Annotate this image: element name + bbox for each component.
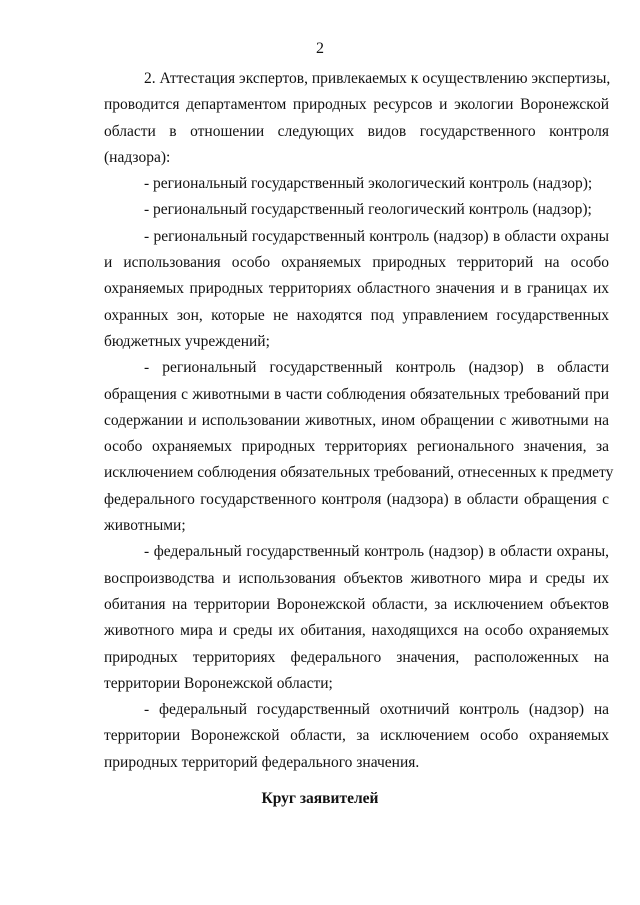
list-item-hunting-control — [104, 697, 609, 776]
text-line: охраняемых природных территориях областного значения и в границах их — [104, 280, 609, 298]
text-line: бюджетных учреждений; — [104, 332, 270, 350]
text-line: особо охраняемых природных территориях регионального значения, за — [104, 438, 609, 456]
text-line: и использования особо охраняемых природных территорий на особо — [104, 254, 609, 272]
section-heading: Круг заявителей — [261, 790, 379, 807]
list-item-protected-territories-control — [104, 224, 609, 355]
text-line: - федеральный государственный контроль (надзор) в области охраны, — [144, 543, 609, 561]
text-line: природных территорий федерального значения. — [104, 753, 420, 771]
list-item-ecological-control — [104, 171, 609, 197]
text-line: содержании и использовании животных, ином обращении с животными на — [104, 411, 609, 429]
text-line: исключением соблюдения обязательных требований, отнесенных к предмету — [104, 464, 614, 482]
text-line: федерального государственного контроля (надзора) в области обращения с — [104, 490, 609, 508]
text-line: области в отношении следующих видов государственного контроля — [104, 122, 609, 140]
list-item-geological-control — [104, 197, 609, 223]
text-line: - федеральный государственный охотничий контроль (надзор) на — [144, 701, 609, 719]
text-line: воспроизводства и использования объектов животного мира и среды их — [104, 569, 609, 587]
list-item-wildlife-control — [104, 539, 609, 697]
list-item-animal-treatment-control — [104, 355, 614, 539]
page-number: 2 — [316, 40, 324, 57]
text-line: - региональный государственный контроль (надзор) в области охраны — [144, 227, 609, 245]
text-line: проводится департаментом природных ресурсов и экологии Воронежской — [104, 96, 609, 114]
text-line: - региональный государственный экологический контроль (надзор); — [144, 175, 593, 193]
text-line: обитания на территории Воронежской области, за исключением объектов — [104, 595, 609, 613]
text-line: (надзора): — [104, 148, 171, 166]
text-line: природных территориях федерального значения, расположенных на — [104, 648, 609, 666]
paragraph-expert-attestation — [104, 66, 609, 171]
text-line: животными; — [104, 517, 186, 535]
text-line: территории Воронежской области; — [104, 674, 333, 692]
document-body — [104, 66, 614, 776]
text-line: 2. Аттестация экспертов, привлекаемых к осуществлению экспертизы, — [144, 70, 611, 87]
text-line: животного мира и среды их обитания, находящихся на особо охраняемых — [104, 622, 609, 640]
text-line: - региональный государственный контроль (надзор) в области — [144, 359, 609, 377]
text-line: - региональный государственный геологический контроль (надзор); — [144, 201, 592, 219]
text-line: территории Воронежской области, за исключением особо охраняемых — [104, 727, 609, 745]
text-line: охранных зон, которые не находятся под управлением государственных — [104, 306, 609, 324]
text-line: обращения с животными в части соблюдения обязательных требований при — [104, 385, 609, 403]
